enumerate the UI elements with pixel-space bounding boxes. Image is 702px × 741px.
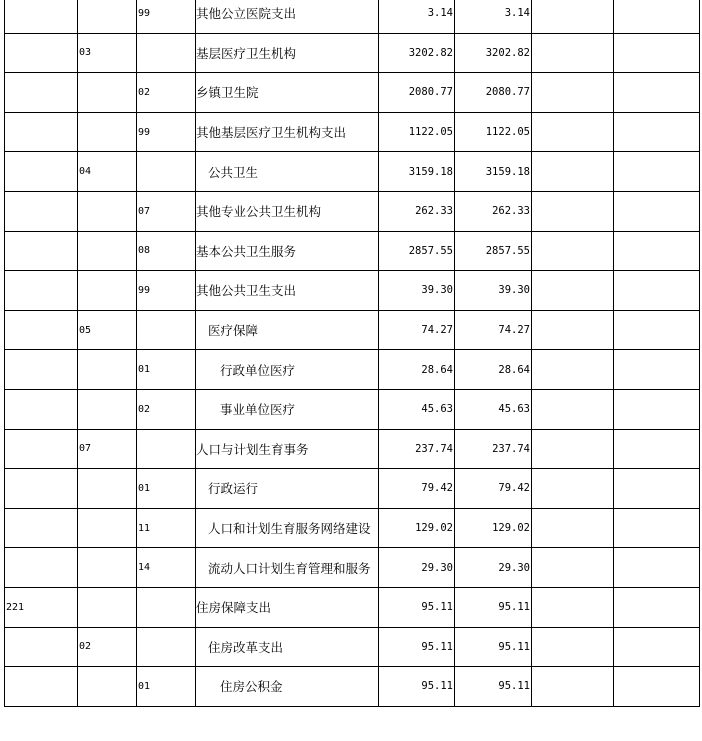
subject-name-cell: 基本公共卫生服务 (196, 231, 379, 271)
section-code-cell: 05 (78, 310, 137, 350)
basic-expenditure-cell: 29.30 (455, 548, 532, 588)
other-cell (614, 33, 700, 73)
other-cell (614, 191, 700, 231)
other-cell (614, 627, 700, 667)
basic-expenditure-cell: 3202.82 (455, 33, 532, 73)
class-code-cell (5, 310, 78, 350)
class-code-cell (5, 271, 78, 311)
section-code-cell (78, 350, 137, 390)
subject-name-cell: 行政运行 (196, 469, 379, 509)
table-row (5, 389, 700, 429)
table-row (5, 508, 700, 548)
section-code-cell (78, 667, 137, 707)
total-amount-cell: 79.42 (379, 469, 455, 509)
table-row (5, 191, 700, 231)
project-expenditure-cell (532, 548, 614, 588)
project-expenditure-cell (532, 0, 614, 33)
section-code-cell (78, 112, 137, 152)
class-code-cell (5, 152, 78, 192)
basic-expenditure-cell: 39.30 (455, 271, 532, 311)
item-code-cell: 01 (137, 469, 196, 509)
item-code-cell (137, 587, 196, 627)
table-row (5, 548, 700, 588)
total-amount-cell: 95.11 (379, 627, 455, 667)
total-amount-cell: 95.11 (379, 587, 455, 627)
section-code-cell (78, 271, 137, 311)
total-amount-cell: 2857.55 (379, 231, 455, 271)
item-code-cell: 02 (137, 73, 196, 113)
basic-expenditure-cell: 74.27 (455, 310, 532, 350)
class-code-cell (5, 112, 78, 152)
item-code-cell: 02 (137, 389, 196, 429)
item-code-cell (137, 152, 196, 192)
project-expenditure-cell (532, 33, 614, 73)
total-amount-cell: 45.63 (379, 389, 455, 429)
section-code-cell (78, 191, 137, 231)
table-row (5, 429, 700, 469)
table-row (5, 310, 700, 350)
total-amount-cell: 95.11 (379, 667, 455, 707)
total-amount-cell: 28.64 (379, 350, 455, 390)
table-row (5, 271, 700, 311)
item-code-cell (137, 310, 196, 350)
basic-expenditure-cell: 262.33 (455, 191, 532, 231)
subject-name-cell: 乡镇卫生院 (196, 73, 379, 113)
total-amount-cell: 237.74 (379, 429, 455, 469)
class-code-cell (5, 627, 78, 667)
section-code-cell: 02 (78, 627, 137, 667)
basic-expenditure-cell: 129.02 (455, 508, 532, 548)
subject-name-cell: 其他专业公共卫生机构 (196, 191, 379, 231)
basic-expenditure-cell: 2080.77 (455, 73, 532, 113)
table-row (5, 667, 700, 707)
basic-expenditure-cell: 237.74 (455, 429, 532, 469)
total-amount-cell: 262.33 (379, 191, 455, 231)
item-code-cell: 08 (137, 231, 196, 271)
project-expenditure-cell (532, 310, 614, 350)
item-code-cell: 11 (137, 508, 196, 548)
class-code-cell (5, 469, 78, 509)
other-cell (614, 350, 700, 390)
item-code-cell: 01 (137, 350, 196, 390)
section-code-cell (78, 469, 137, 509)
class-code-cell: 221 (5, 587, 78, 627)
project-expenditure-cell (532, 389, 614, 429)
project-expenditure-cell (532, 429, 614, 469)
basic-expenditure-cell: 95.11 (455, 587, 532, 627)
project-expenditure-cell (532, 73, 614, 113)
total-amount-cell: 2080.77 (379, 73, 455, 113)
other-cell (614, 271, 700, 311)
section-code-cell (78, 508, 137, 548)
basic-expenditure-cell: 3.14 (455, 0, 532, 33)
other-cell (614, 469, 700, 509)
class-code-cell (5, 350, 78, 390)
section-code-cell (78, 73, 137, 113)
subject-name-cell: 人口与计划生育事务 (196, 429, 379, 469)
table-row (5, 0, 700, 33)
other-cell (614, 508, 700, 548)
table-row (5, 627, 700, 667)
project-expenditure-cell (532, 469, 614, 509)
item-code-cell (137, 33, 196, 73)
other-cell (614, 73, 700, 113)
subject-name-cell: 基层医疗卫生机构 (196, 33, 379, 73)
table-row (5, 33, 700, 73)
other-cell (614, 152, 700, 192)
basic-expenditure-cell: 79.42 (455, 469, 532, 509)
total-amount-cell: 74.27 (379, 310, 455, 350)
class-code-cell (5, 548, 78, 588)
class-code-cell (5, 667, 78, 707)
table-row (5, 587, 700, 627)
table-row (5, 469, 700, 509)
subject-name-cell: 医疗保障 (196, 310, 379, 350)
total-amount-cell: 3202.82 (379, 33, 455, 73)
basic-expenditure-cell: 95.11 (455, 627, 532, 667)
basic-expenditure-cell: 95.11 (455, 667, 532, 707)
item-code-cell: 99 (137, 271, 196, 311)
total-amount-cell: 3.14 (379, 0, 455, 33)
basic-expenditure-cell: 45.63 (455, 389, 532, 429)
project-expenditure-cell (532, 112, 614, 152)
subject-name-cell: 事业单位医疗 (196, 389, 379, 429)
class-code-cell (5, 389, 78, 429)
subject-name-cell: 流动人口计划生育管理和服务 (196, 548, 379, 588)
other-cell (614, 310, 700, 350)
class-code-cell (5, 73, 78, 113)
project-expenditure-cell (532, 667, 614, 707)
section-code-cell (78, 0, 137, 33)
table-row (5, 152, 700, 192)
item-code-cell: 99 (137, 112, 196, 152)
section-code-cell (78, 231, 137, 271)
project-expenditure-cell (532, 152, 614, 192)
project-expenditure-cell (532, 271, 614, 311)
other-cell (614, 587, 700, 627)
project-expenditure-cell (532, 350, 614, 390)
item-code-cell (137, 627, 196, 667)
table-body (5, 0, 700, 706)
subject-name-cell: 住房保障支出 (196, 587, 379, 627)
total-amount-cell: 1122.05 (379, 112, 455, 152)
project-expenditure-cell (532, 508, 614, 548)
section-code-cell: 04 (78, 152, 137, 192)
class-code-cell (5, 33, 78, 73)
total-amount-cell: 3159.18 (379, 152, 455, 192)
project-expenditure-cell (532, 627, 614, 667)
item-code-cell: 07 (137, 191, 196, 231)
subject-name-cell: 其他公共卫生支出 (196, 271, 379, 311)
table-row (5, 231, 700, 271)
other-cell (614, 112, 700, 152)
basic-expenditure-cell: 2857.55 (455, 231, 532, 271)
section-code-cell (78, 587, 137, 627)
basic-expenditure-cell: 3159.18 (455, 152, 532, 192)
total-amount-cell: 39.30 (379, 271, 455, 311)
subject-name-cell: 行政单位医疗 (196, 350, 379, 390)
subject-name-cell: 公共卫生 (196, 152, 379, 192)
item-code-cell: 99 (137, 0, 196, 33)
other-cell (614, 548, 700, 588)
project-expenditure-cell (532, 191, 614, 231)
subject-name-cell: 其他公立医院支出 (196, 0, 379, 33)
class-code-cell (5, 231, 78, 271)
other-cell (614, 0, 700, 33)
budget-table (4, 0, 700, 707)
project-expenditure-cell (532, 587, 614, 627)
subject-name-cell: 人口和计划生育服务网络建设 (196, 508, 379, 548)
table-row (5, 350, 700, 390)
section-code-cell (78, 548, 137, 588)
total-amount-cell: 29.30 (379, 548, 455, 588)
class-code-cell (5, 0, 78, 33)
subject-name-cell: 住房公积金 (196, 667, 379, 707)
table-row (5, 73, 700, 113)
class-code-cell (5, 429, 78, 469)
item-code-cell: 14 (137, 548, 196, 588)
section-code-cell (78, 389, 137, 429)
subject-name-cell: 住房改革支出 (196, 627, 379, 667)
basic-expenditure-cell: 28.64 (455, 350, 532, 390)
item-code-cell (137, 429, 196, 469)
project-expenditure-cell (532, 231, 614, 271)
basic-expenditure-cell: 1122.05 (455, 112, 532, 152)
section-code-cell: 03 (78, 33, 137, 73)
item-code-cell: 01 (137, 667, 196, 707)
table-row (5, 112, 700, 152)
other-cell (614, 389, 700, 429)
other-cell (614, 231, 700, 271)
class-code-cell (5, 191, 78, 231)
total-amount-cell: 129.02 (379, 508, 455, 548)
subject-name-cell: 其他基层医疗卫生机构支出 (196, 112, 379, 152)
section-code-cell: 07 (78, 429, 137, 469)
other-cell (614, 667, 700, 707)
class-code-cell (5, 508, 78, 548)
other-cell (614, 429, 700, 469)
